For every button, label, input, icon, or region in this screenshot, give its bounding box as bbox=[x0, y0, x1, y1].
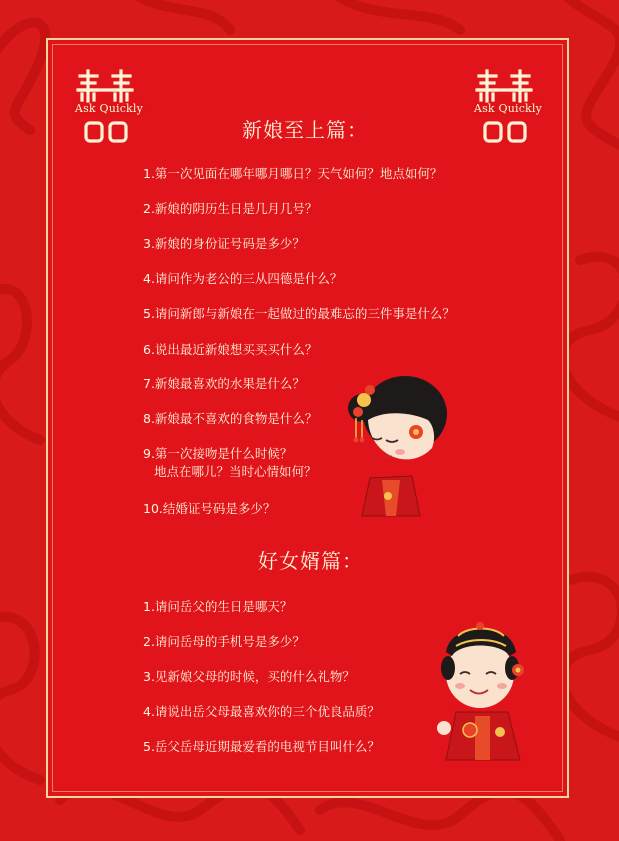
question-line: 9.第一次接吻是什么时候？ bbox=[143, 446, 293, 461]
double-happiness-emblem-left bbox=[64, 66, 154, 156]
question-item: 8.新娘最不喜欢的食物是什么？ bbox=[143, 411, 318, 426]
bride-illustration bbox=[340, 368, 450, 518]
question-item: 5.请问新郎与新娘在一起做过的最难忘的三件事是什么？ bbox=[143, 306, 455, 321]
question-item: 2.新娘的阴历生日是几月几号？ bbox=[143, 201, 318, 216]
ask-quickly-label-right: Ask Quickly bbox=[473, 102, 543, 115]
question-item: 2.请问岳母的手机号是多少？ bbox=[143, 634, 305, 649]
ask-quickly-label-left: Ask Quickly bbox=[74, 102, 144, 115]
question-item: 3.见新娘父母的时候，买的什么礼物？ bbox=[143, 669, 355, 684]
double-happiness-emblem-right bbox=[463, 66, 553, 156]
question-line: 地点在哪儿？当时心情如何？ bbox=[154, 464, 317, 479]
question-item-multiline bbox=[143, 445, 317, 481]
question-item: 6.说出最近新娘想买买买什么？ bbox=[143, 342, 318, 357]
section-title-son-in-law: 好女婿篇： bbox=[258, 549, 363, 573]
question-item: 4.请问作为老公的三从四德是什么？ bbox=[143, 271, 343, 286]
question-item: 3.新娘的身份证号码是多少？ bbox=[143, 236, 305, 251]
question-item: 1.请问岳父的生日是哪天？ bbox=[143, 599, 293, 614]
question-item: 5.岳父岳母近期最爱看的电视节目叫什么？ bbox=[143, 739, 380, 754]
question-item: 4.请说出岳父母最喜欢你的三个优良品质？ bbox=[143, 704, 380, 719]
question-item: 10.结婚证号码是多少？ bbox=[143, 501, 276, 516]
question-item: 1.第一次见面在哪年哪月哪日？天气如何？地点如何？ bbox=[143, 166, 443, 181]
question-item: 7.新娘最喜欢的水果是什么？ bbox=[143, 376, 305, 391]
groom-illustration bbox=[420, 612, 535, 762]
section-title-bride: 新娘至上篇： bbox=[242, 118, 368, 142]
